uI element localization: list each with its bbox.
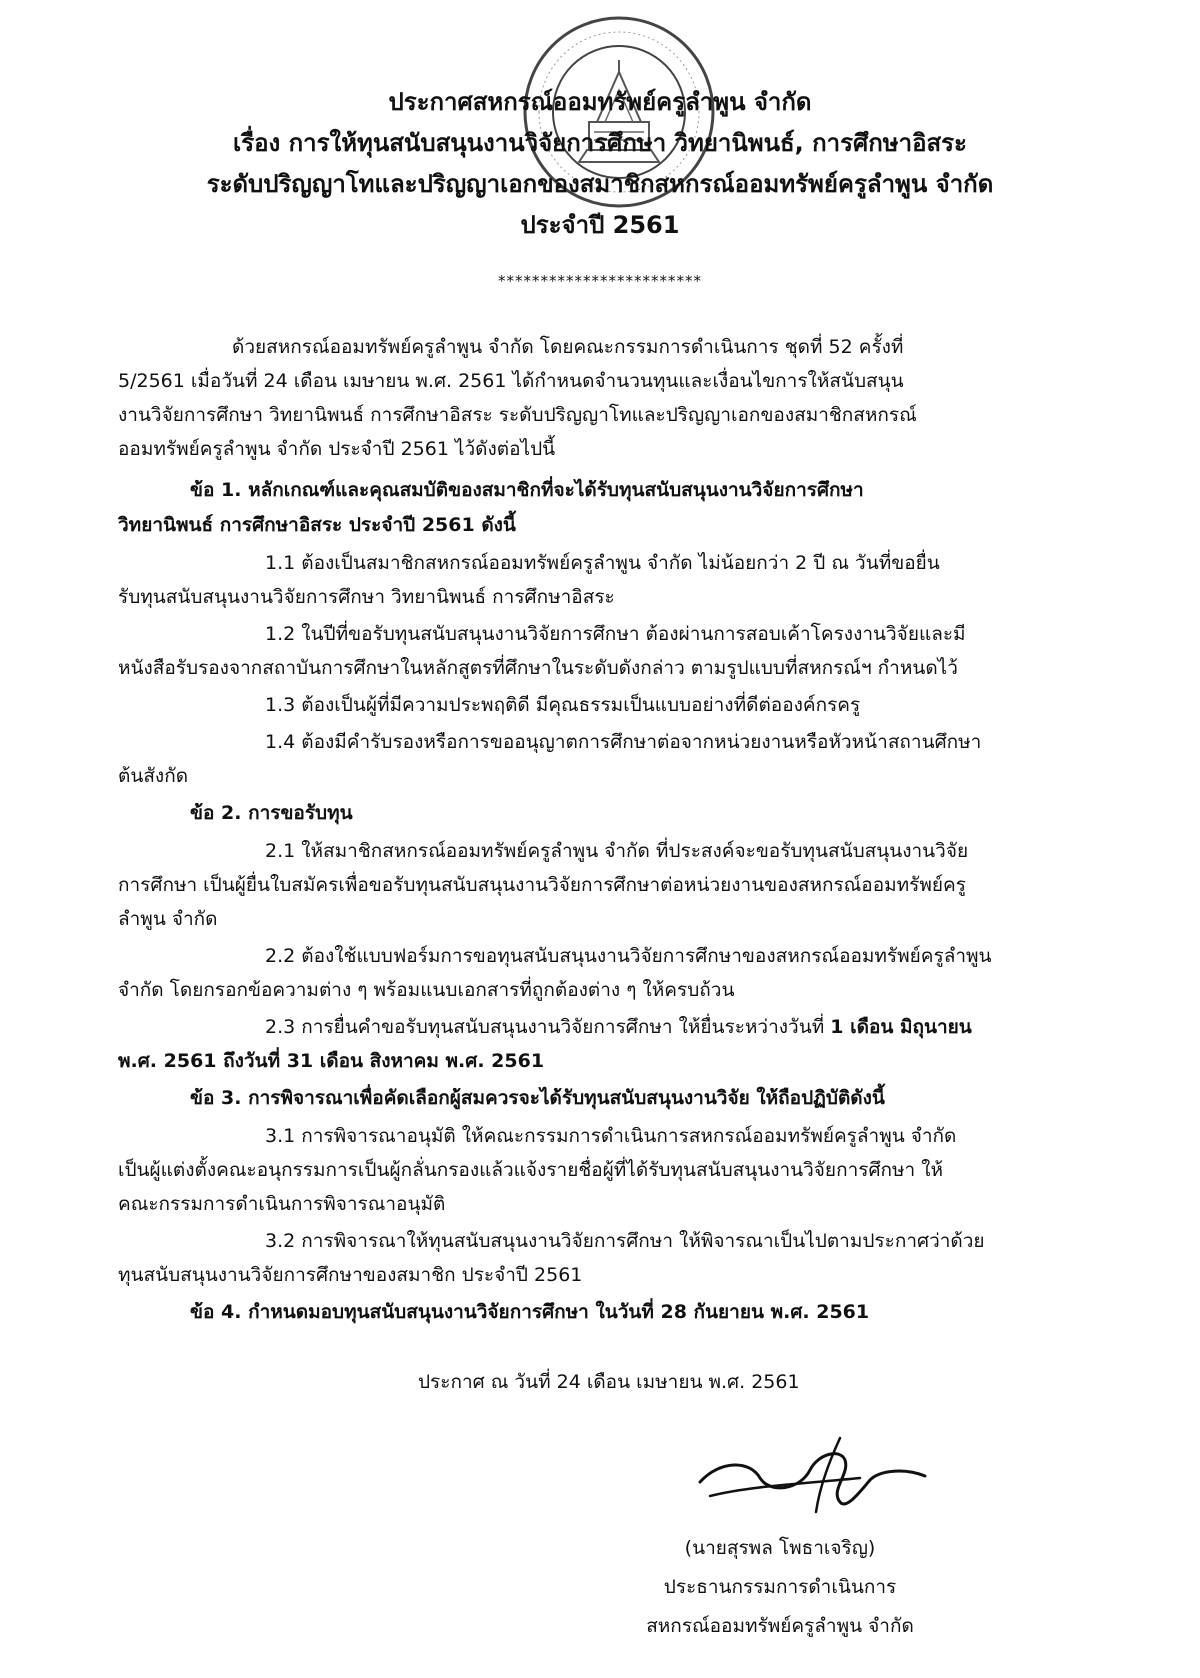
section-2-heading: ข้อ 2. การขอรับทุน: [190, 802, 353, 824]
clause-1-4: ต้นสังกัด: [118, 765, 189, 787]
clause-2-1: 2.1 ให้สมาชิกสหกรณ์ออมทรัพย์ครูลำพูน จำกัด ที่ประสงค์จะขอรับทุนสนับสนุนงานวิจัย: [265, 840, 969, 862]
clause-3-1: 3.1 การพิจารณาอนุมัติ ให้คณะกรรมการดำเนินการสหกรณ์ออมทรัพย์ครูลำพูน จำกัด: [265, 1125, 957, 1147]
clause-2-3-text: 2.3 การยื่นคำขอรับทุนสนับสนุนงานวิจัยการศึกษา ให้ยื่นระหว่างวันที่: [265, 1016, 831, 1038]
announcement-title: ประกาศสหกรณ์ออมทรัพย์ครูลำพูน จำกัด: [388, 88, 812, 116]
year-line: ประจำปี 2561: [520, 211, 680, 239]
clause-2-3: [265, 1015, 972, 1039]
clause-1-1: 1.1 ต้องเป็นสมาชิกสหกรณ์ออมทรัพย์ครูลำพูน จำกัด ไม่น้อยกว่า 2 ปี ณ วันที่ขอยื่น: [265, 552, 940, 574]
section-1-heading: วิทยานิพนธ์ การศึกษาอิสระ ประจำปี 2561 ดังนี้: [118, 514, 516, 536]
signer-organization: สหกรณ์ออมทรัพย์ครูลำพูน จำกัด: [646, 1615, 914, 1637]
clause-2-2: จำกัด โดยกรอกข้อความต่าง ๆ พร้อมแนบเอกสารที่ถูกต้องต่าง ๆ ให้ครบถ้วน: [118, 979, 735, 1001]
section-1-heading: ข้อ 1. หลักเกณฑ์และคุณสมบัติของสมาชิกที่จะได้รับทุนสนับสนุนงานวิจัยการศึกษา: [190, 479, 864, 501]
clause-1-2: 1.2 ในปีที่ขอรับทุนสนับสนุนงานวิจัยการศึกษา ต้องผ่านการสอบเค้าโครงงานวิจัยและมี: [265, 623, 966, 645]
clause-3-1: คณะกรรมการดำเนินการพิจารณาอนุมัติ: [118, 1193, 446, 1215]
signer-name: (นายสุรพล โพธาเจริญ): [684, 1537, 876, 1559]
subject-line: เรื่อง การให้ทุนสนับสนุนงานวิจัยการศึกษา วิทยานิพนธ์, การศึกษาอิสระ: [233, 129, 967, 157]
divider: ************************: [498, 272, 702, 290]
clause-2-1: ลำพูน จำกัด: [118, 908, 218, 930]
intro-line: 5/2561 เมื่อวันที่ 24 เดือน เมษายน พ.ศ. 2561 ได้กำหนดจำนวนทุนและเงื่อนไขการให้สนับสนุน: [118, 370, 904, 392]
clause-3-1: เป็นผู้แต่งตั้งคณะอนุกรรมการเป็นผู้กลั่นกรองแล้วแจ้งรายชื่อผู้ที่ได้รับทุนสนับสนุนงานวิจัยการศึกษา ให้: [118, 1159, 944, 1181]
subject-line-2: ระดับปริญญาโทและปริญญาเอกของสมาชิกสหกรณ์ออมทรัพย์ครูลำพูน จำกัด: [206, 170, 994, 198]
announcement-date: ประกาศ ณ วันที่ 24 เดือน เมษายน พ.ศ. 2561: [418, 1371, 800, 1393]
clause-3-2: ทุนสนับสนุนงานวิจัยการศึกษาของสมาชิก ประจำปี 2561: [118, 1264, 583, 1286]
clause-1-1: รับทุนสนับสนุนงานวิจัยการศึกษา วิทยานิพนธ์ การศึกษาอิสระ: [118, 586, 615, 608]
application-end-date: พ.ศ. 2561 ถึงวันที่ 31 เดือน สิงหาคม พ.ศ. 2561: [118, 1050, 545, 1072]
clause-1-3: 1.3 ต้องเป็นผู้ที่มีความประพฤติดี มีคุณธรรมเป็นแบบอย่างที่ดีต่อองค์กรครู: [265, 694, 861, 716]
clause-2-2: 2.2 ต้องใช้แบบฟอร์มการขอทุนสนับสนุนงานวิจัยการศึกษาของสหกรณ์ออมทรัพย์ครูลำพูน: [265, 945, 992, 967]
section-3-heading: ข้อ 3. การพิจารณาเพื่อคัดเลือกผู้สมควรจะได้รับทุนสนับสนุนงานวิจัย ให้ถือปฏิบัติดังนี้: [190, 1087, 885, 1109]
intro-line: งานวิจัยการศึกษา วิทยานิพนธ์ การศึกษาอิสระ ระดับปริญญาโทและปริญญาเอกของสมาชิกสหกรณ์: [118, 404, 917, 426]
section-4-heading: ข้อ 4. กำหนดมอบทุนสนับสนุนงานวิจัยการศึกษา ในวันที่ 28 กันยายน พ.ศ. 2561: [190, 1301, 870, 1323]
application-start-date: 1 เดือน มิถุนายน: [830, 1016, 972, 1038]
clause-2-1: การศึกษา เป็นผู้ยื่นใบสมัครเพื่อขอรับทุนสนับสนุนงานวิจัยการศึกษาต่อหน่วยงานของสหกรณ์ออมทรัพย์ครู: [118, 874, 966, 896]
clause-1-4: 1.4 ต้องมีคำรับรองหรือการขออนุญาตการศึกษาต่อจากหน่วยงานหรือหัวหน้าสถานศึกษา: [265, 731, 982, 753]
signer-position: ประธานกรรมการดำเนินการ: [663, 1576, 897, 1598]
intro-line: ออมทรัพย์ครูลำพูน จำกัด ประจำปี 2561 ไว้ดังต่อไปนี้: [118, 438, 556, 460]
signature-icon: [690, 1430, 940, 1520]
clause-3-2: 3.2 การพิจารณาให้ทุนสนับสนุนงานวิจัยการศึกษา ให้พิจารณาเป็นไปตามประกาศว่าด้วย: [265, 1230, 985, 1252]
intro-line: ด้วยสหกรณ์ออมทรัพย์ครูลำพูน จำกัด โดยคณะกรรมการดำเนินการ ชุดที่ 52 ครั้งที่: [232, 336, 904, 358]
clause-1-2: หนังสือรับรองจากสถาบันการศึกษาในหลักสูตรที่ศึกษาในระดับดังกล่าว ตามรูปแบบที่สหกรณ์ฯ กำหนดไว้: [118, 657, 958, 679]
